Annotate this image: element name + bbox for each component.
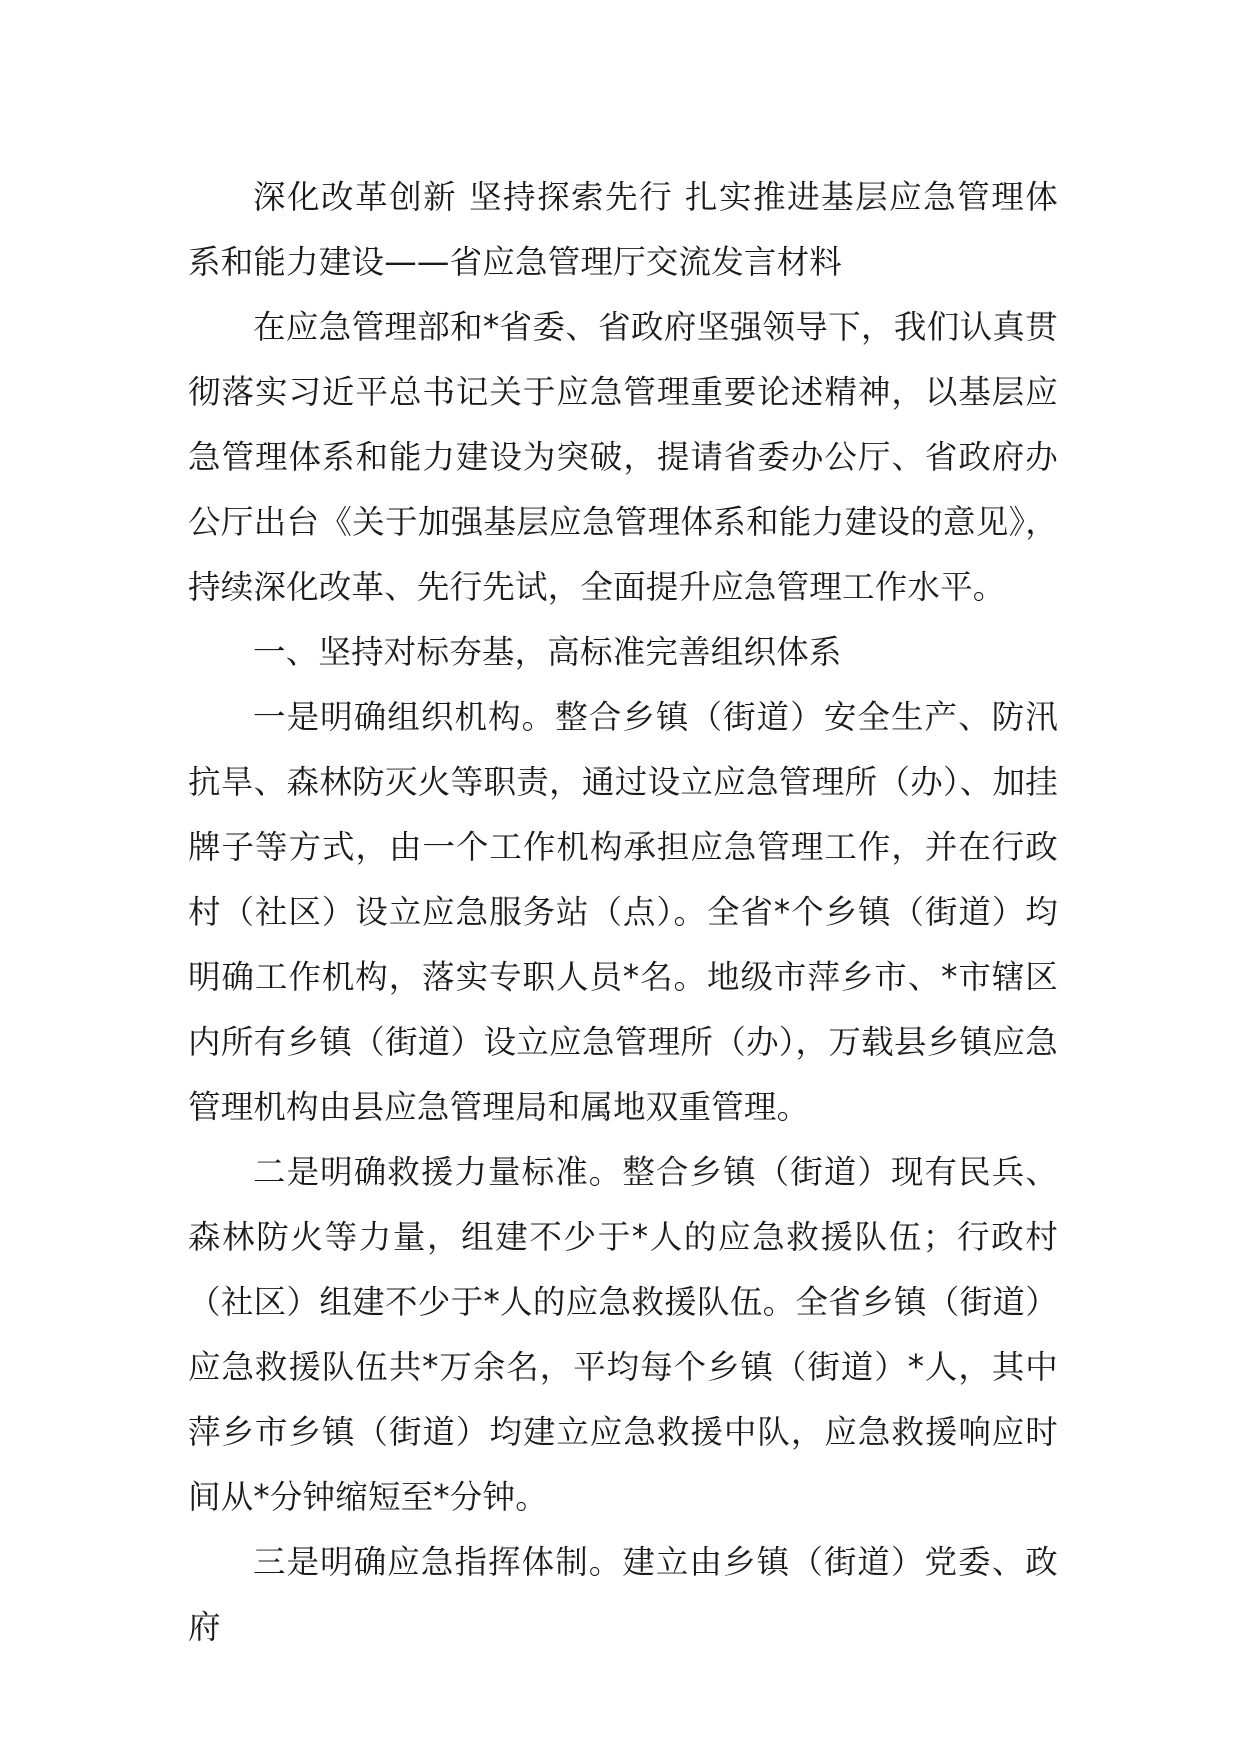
paragraph-organization: 一是明确组织机构。整合乡镇（街道）安全生产、防汛抗旱、森林防灭火等职责，通过设立应急管理所（办）、加挂牌子等方式，由一个工作机构承担应急管理工作，并在行政村（社区）设立应急服务站（点）。全省*个乡镇（街道）均明确工作机构，落实专职人员*名。地级市萍乡市、*市辖区内所有乡镇（街道）设立应急管理所（办），万载县乡镇应急管理机构由县应急管理局和属地双重管理。 <box>188 698 1058 1126</box>
section-heading-1: 一、坚持对标夯基，高标准完善组织体系 <box>253 633 842 671</box>
paragraph-rescue-force: 二是明确救援力量标准。整合乡镇（街道）现有民兵、森林防火等力量，组建不少于*人的应急救援队伍；行政村（社区）组建不少于*人的应急救援队伍。全省乡镇（街道）应急救援队伍共*万余名，平均每个乡镇（街道）*人，其中萍乡市乡镇（街道）均建立应急救援中队，应急救援响应时间从*分钟缩短至*分钟。 <box>188 1153 1058 1516</box>
document-title: 深化改革创新 坚持探索先行 扎实推进基层应急管理体系和能力建设——省应急管理厅交流发言材料 <box>188 178 1058 281</box>
document-body <box>188 165 1058 1660</box>
paragraph-intro: 在应急管理部和*省委、省政府坚强领导下，我们认真贯彻落实习近平总书记关于应急管理重要论述精神，以基层应急管理体系和能力建设为突破，提请省委办公厅、省政府办公厅出台《关于加强基层应急管理体系和能力建设的意见》，持续深化改革、先行先试，全面提升应急管理工作水平。 <box>188 308 1058 606</box>
paragraph-command-system: 三是明确应急指挥体制。建立由乡镇（街道）党委、政府 <box>188 1543 1058 1646</box>
